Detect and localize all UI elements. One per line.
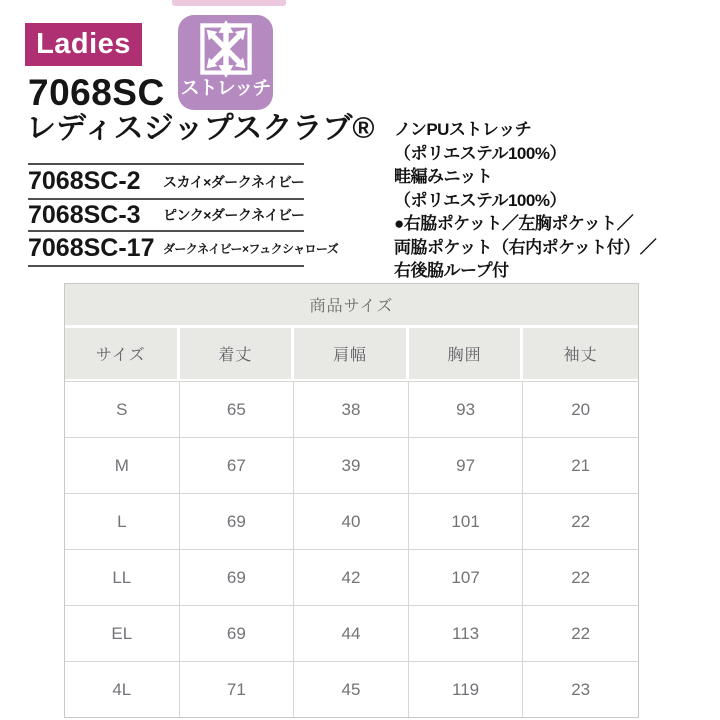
stretch-badge — [178, 15, 273, 110]
size-value-cell: 69 — [180, 493, 295, 549]
stretch-arrows-icon — [191, 19, 261, 79]
size-table-title: 商品サイズ — [65, 284, 638, 328]
product-name: レディスジップスクラブ® — [26, 112, 375, 145]
variant-color: ダークネイビー×フュクシャローズ — [163, 242, 339, 256]
cropped-badge-remnant — [172, 0, 286, 6]
column-header: 袖丈 — [523, 328, 638, 381]
size-value-cell: 42 — [294, 549, 409, 605]
variant-row — [28, 165, 304, 198]
size-value-cell: 113 — [409, 605, 524, 661]
size-label-cell: LL — [65, 549, 180, 605]
size-value-cell: 38 — [294, 381, 409, 437]
description-line: 右後脇ループ付 — [394, 261, 509, 280]
variant-code: 7068SC-17 — [28, 234, 155, 262]
description-line: ●右脇ポケット／左胸ポケット／ — [394, 214, 634, 233]
size-value-cell: 20 — [523, 381, 638, 437]
description-line: （ポリエステル100%） — [394, 143, 566, 163]
size-value-cell: 39 — [294, 437, 409, 493]
size-value-cell: 22 — [523, 549, 638, 605]
column-header: 着丈 — [180, 328, 295, 381]
variant-list — [28, 163, 339, 267]
size-value-cell: 22 — [523, 493, 638, 549]
size-value-cell: 69 — [180, 605, 295, 661]
column-header: サイズ — [65, 328, 180, 381]
size-value-cell: 71 — [180, 661, 295, 717]
size-value-cell: 21 — [523, 437, 638, 493]
size-value-cell: 119 — [409, 661, 524, 717]
variant-row — [28, 232, 339, 265]
column-header: 胸囲 — [409, 328, 524, 381]
variant-color: スカイ×ダークネイビー — [163, 173, 305, 190]
size-value-cell: 69 — [180, 549, 295, 605]
size-value-cell: 67 — [180, 437, 295, 493]
size-value-cell: 97 — [409, 437, 524, 493]
size-value-cell: 45 — [294, 661, 409, 717]
size-value-cell: 23 — [523, 661, 638, 717]
size-value-cell: 22 — [523, 605, 638, 661]
size-label-cell: L — [65, 493, 180, 549]
ladies-badge: Ladies — [25, 23, 142, 66]
size-value-cell: 101 — [409, 493, 524, 549]
size-label-cell: EL — [65, 605, 180, 661]
size-value-cell: 107 — [409, 549, 524, 605]
description-line: 両脇ポケット（右内ポケット付）／ — [394, 237, 657, 257]
product-description — [394, 118, 714, 283]
description-line: 畦編みニット — [394, 167, 493, 186]
size-label-cell: 4L — [65, 661, 180, 717]
variant-code: 7068SC-3 — [28, 200, 141, 229]
size-label-cell: M — [65, 437, 180, 493]
column-header: 肩幅 — [294, 328, 409, 381]
size-value-cell: 65 — [180, 381, 295, 437]
size-value-cell: 93 — [409, 381, 524, 437]
size-value-cell: 44 — [294, 605, 409, 661]
size-table — [64, 283, 639, 718]
size-label-cell: S — [65, 381, 180, 437]
size-value-cell: 40 — [294, 493, 409, 549]
variant-code: 7068SC-2 — [28, 167, 141, 195]
divider — [28, 265, 304, 267]
stretch-label: ストレッチ — [180, 78, 271, 99]
description-line: （ポリエステル100%） — [394, 190, 566, 210]
description-line: ノンPUストレッチ — [394, 120, 532, 139]
variant-row — [28, 200, 304, 230]
product-code: 7068SC — [28, 72, 165, 113]
variant-color: ピンク×ダークネイビー — [163, 207, 305, 223]
